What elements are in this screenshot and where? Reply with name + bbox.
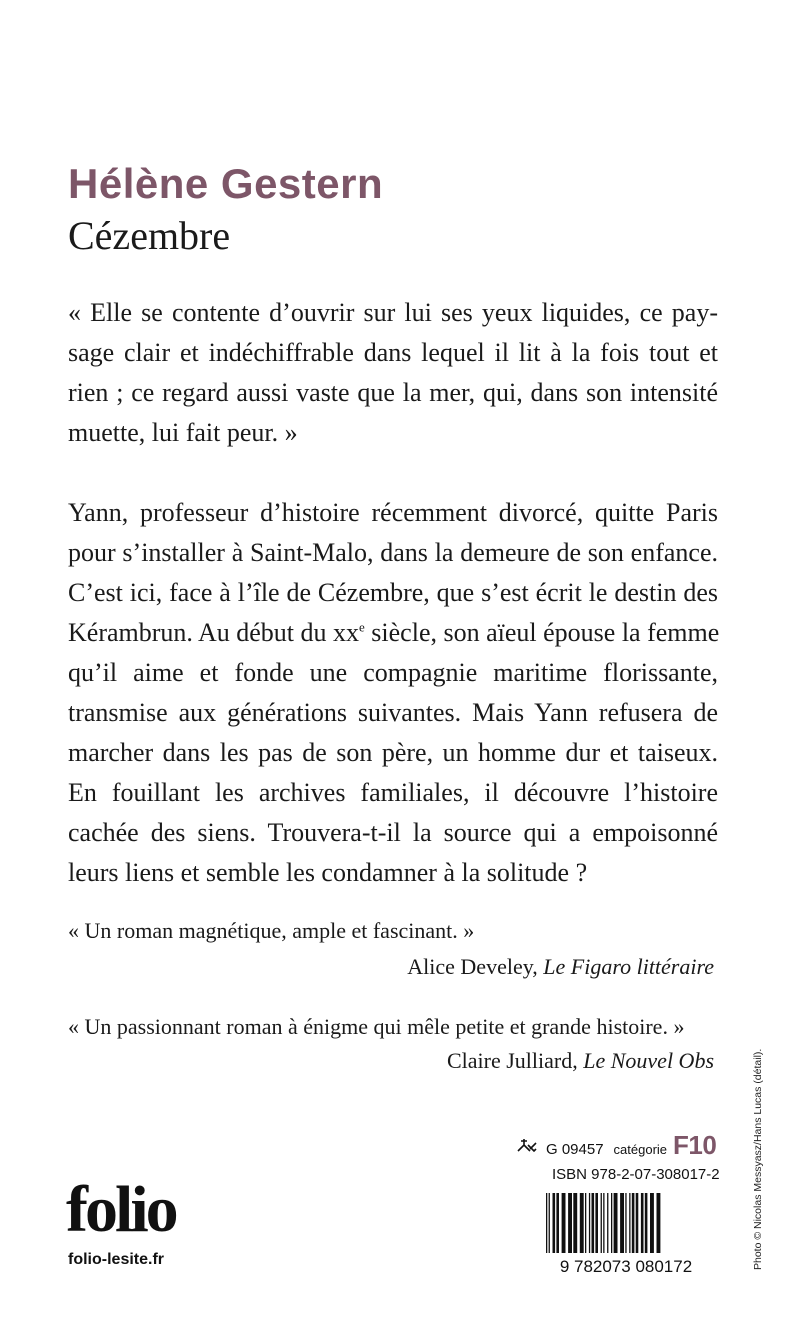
barcode-bar	[611, 1193, 612, 1253]
barcode-bar	[632, 1193, 635, 1253]
barcode-bar	[620, 1193, 624, 1253]
photo-credit: Photo © Nicolas Messyasz/Hans Lucas (détail).	[752, 1048, 764, 1270]
summary-line: En fouillant les archives familiales, il découvre l’histoire	[68, 778, 718, 807]
barcode-bar	[585, 1193, 586, 1253]
review-author: Alice Develey,	[407, 954, 544, 979]
barcode-bar	[568, 1193, 572, 1253]
epigraph-line: « Elle se contente d’ouvrir sur lui ses yeux liquides, ce pay-	[68, 298, 718, 327]
barcode-bar	[549, 1193, 550, 1253]
summary-line: marcher dans les pas de son père, un homme dur et taiseux.	[68, 738, 718, 767]
epigraph	[68, 293, 718, 453]
review-author: Claire Julliard,	[446, 1048, 584, 1073]
epigraph-line: rien ; ce regard aussi vaste que la mer, qui, dans son intensité	[68, 378, 718, 407]
superscript: e	[359, 619, 365, 635]
review-publication: Le Nouvel Obs	[583, 1048, 714, 1073]
summary-text: siècle, son aïeul épouse la femme	[364, 618, 720, 647]
summary-line: transmise aux générations suivantes. Mais Yann refusera de	[68, 698, 718, 727]
publisher-website[interactable]: folio-lesite.fr	[68, 1251, 165, 1268]
publisher-logo: folio	[66, 1173, 176, 1246]
folio-emblem-icon	[516, 1137, 538, 1155]
catalog-code: G 09457	[546, 1141, 604, 1158]
barcode-bar	[641, 1193, 644, 1253]
barcode-bar	[595, 1193, 598, 1253]
barcode-bar	[614, 1193, 618, 1253]
summary-line: C’est ici, face à l’île de Cézembre, que s’est écrit le destin des	[68, 578, 718, 607]
barcode-bar	[607, 1193, 608, 1253]
barcode-bar	[573, 1193, 577, 1253]
review-quote: « Un roman magnétique, ample et fascinant. »	[68, 918, 475, 943]
review-publication: Le Figaro littéraire	[543, 954, 714, 979]
summary-text: Kérambrun. Au début du xx	[68, 618, 360, 647]
epigraph-line: muette, lui fait peur. »	[68, 418, 298, 447]
review-quote: « Un passionnant roman à énigme qui mêle petite et grande histoire. »	[68, 1014, 685, 1039]
summary-line: cachée des siens. Trouvera-t-il la source qui a empoisonné	[68, 818, 718, 847]
barcode-bar	[657, 1193, 661, 1253]
summary-line: pour s’installer à Saint-Malo, dans la demeure de son enfance.	[68, 538, 718, 567]
category-badge: F10	[673, 1130, 717, 1160]
review-source	[447, 1048, 714, 1074]
barcode-bar	[629, 1193, 630, 1253]
barcode-bar	[546, 1193, 547, 1253]
summary-line: Yann, professeur d’histoire récemment divorcé, quitte Paris	[68, 498, 718, 527]
category-label: catégorie	[613, 1142, 668, 1157]
barcode-digits: 9 782073 080172	[559, 1257, 693, 1275]
barcode-bar	[650, 1193, 654, 1253]
barcode-bar	[553, 1193, 556, 1253]
barcode-bar	[589, 1193, 590, 1253]
barcode-bar	[601, 1193, 602, 1253]
barcode-bar	[636, 1193, 639, 1253]
review-source	[407, 954, 714, 980]
barcode-bar	[556, 1193, 559, 1253]
catalog-info	[516, 1130, 716, 1161]
barcode-bar	[603, 1193, 604, 1253]
barcode-bar	[592, 1193, 595, 1253]
barcode-bar	[562, 1193, 566, 1253]
barcode-bar	[645, 1193, 648, 1253]
barcode	[536, 1193, 716, 1275]
summary-line	[68, 613, 718, 653]
epigraph-line: sage clair et indéchiffrable dans lequel il lit à la fois tout et	[68, 338, 718, 367]
book-title: Cézembre	[68, 213, 231, 258]
isbn: ISBN 978-2-07-308017-2	[552, 1166, 720, 1183]
summary-line: qu’il aime et fonde une compagnie maritime florissante,	[68, 658, 718, 687]
summary	[68, 493, 718, 893]
author-name: Hélène Gestern	[68, 160, 384, 207]
barcode-bar	[625, 1193, 626, 1253]
barcode-bar	[580, 1193, 584, 1253]
summary-line: leurs liens et semble les condamner à la solitude ?	[68, 858, 588, 887]
